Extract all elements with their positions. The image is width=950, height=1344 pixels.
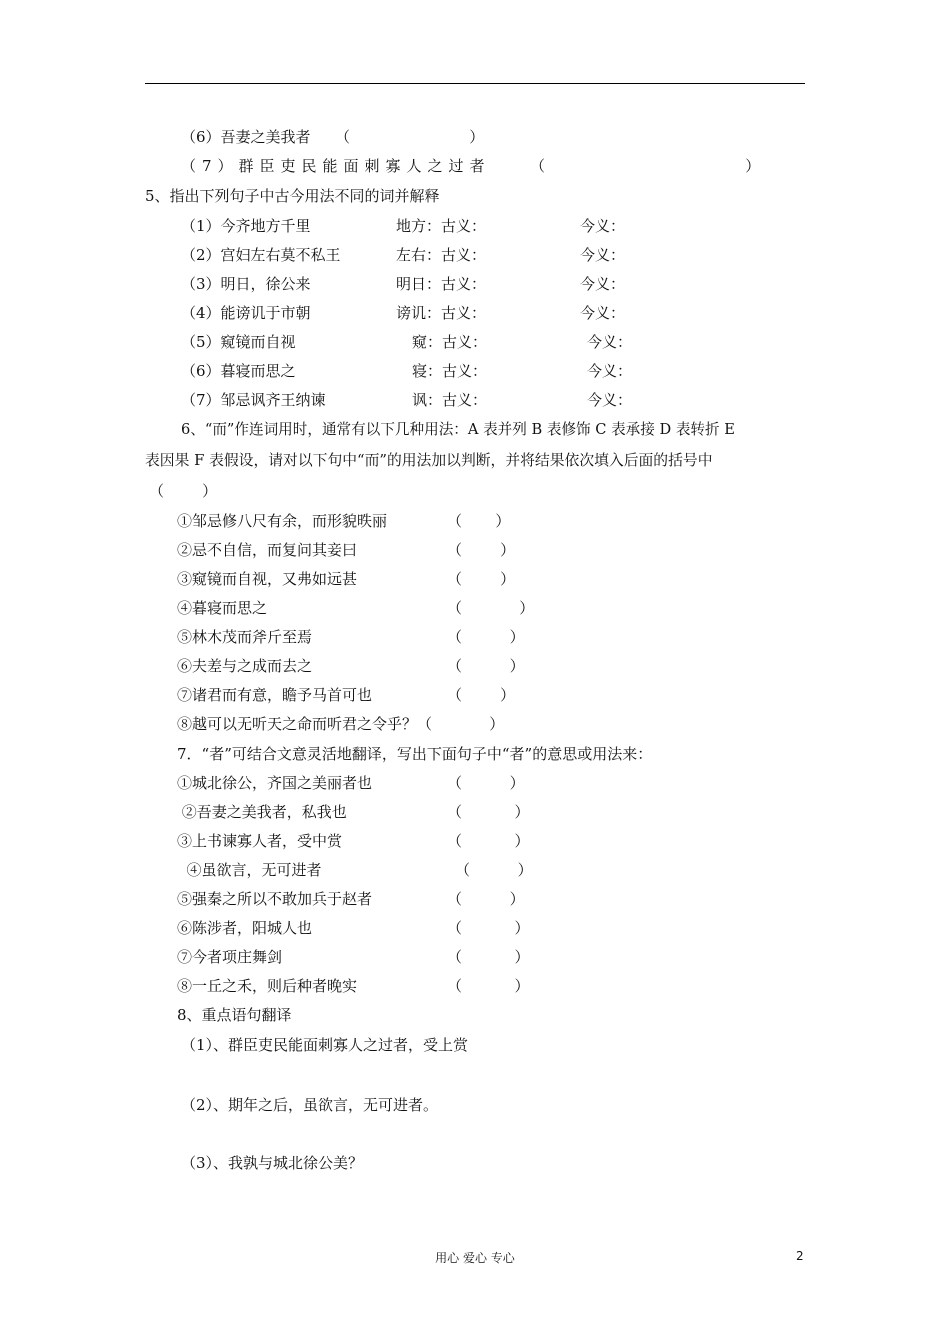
q7-item-3-paren: （ ） xyxy=(447,832,530,850)
footer-motto: 用心 爱心 专心 xyxy=(435,1251,515,1265)
q5-word-4: 谤讥：古义： xyxy=(396,304,487,322)
q6-item-4-paren: （ ） xyxy=(447,599,535,617)
q5-sentence-7: （7）邹忌讽齐王纳谏 xyxy=(181,391,326,409)
q7-item-1-paren: （ ） xyxy=(447,774,525,792)
q6-item-2-paren: （ ） xyxy=(447,541,516,559)
q6-item-7: ⑦诸君而有意，瞻予马首可也 xyxy=(177,686,373,704)
q5-word-6: 寝：古义： xyxy=(412,362,488,380)
q4-item-7: （7）群臣吏民能面刺寡人之过者 xyxy=(181,157,491,175)
q8-item-2: （2）、期年之后，虽欲言，无可进者。 xyxy=(181,1096,439,1114)
q4-item-7-paren: （ ） xyxy=(530,157,761,175)
q5-title: 5、指出下列句子中古今用法不同的词并解释 xyxy=(145,187,440,205)
q7-item-7-paren: （ ） xyxy=(447,948,530,966)
q6-item-3-paren: （ ） xyxy=(447,570,516,588)
q7-item-8-paren: （ ） xyxy=(447,977,530,995)
q5-sentence-2: （2）宫妇左右莫不私王 xyxy=(181,246,341,264)
q6-item-1: ①邹忌修八尺有余，而形貌昳丽 xyxy=(177,512,388,530)
header-rule xyxy=(145,83,805,84)
q8-item-1: （1）、群臣吏民能面刺寡人之过者，受上赏 xyxy=(181,1036,469,1054)
q7-item-6-paren: （ ） xyxy=(447,919,530,937)
q6-item-6-paren: （ ） xyxy=(447,657,525,675)
q7-item-2: ②吾妻之美我者，私我也 xyxy=(177,803,347,821)
q7-item-4-paren: （ ） xyxy=(455,861,533,879)
q6-line-1: 6、“而”作连词用时，通常有以下几种用法：A 表并列 B 表修饰 C 表承接 D 表转折 E xyxy=(181,421,735,438)
q7-item-6: ⑥陈涉者，阳城人也 xyxy=(177,919,313,937)
q5-word-7: 讽：古义： xyxy=(412,391,488,409)
q5-word-5: 窥：古义： xyxy=(412,333,488,351)
q7-title: 7．“者”可结合文意灵活地翻译，写出下面句子中“者”的意思或用法来： xyxy=(177,745,653,763)
q6-item-1-paren: （ ） xyxy=(447,512,511,530)
q5-word-3: 明日：古义： xyxy=(396,275,487,293)
q5-sentence-1: （1）今齐地方千里 xyxy=(181,217,311,235)
page-number: 2 xyxy=(796,1249,804,1263)
q7-item-8: ⑧一丘之禾，则后种者晚实 xyxy=(177,977,358,995)
q7-item-2-paren: （ ） xyxy=(447,803,530,821)
q8-title: 8、重点语句翻译 xyxy=(177,1006,292,1024)
q5-modern-6: 今义： xyxy=(587,362,633,380)
q7-item-5: ⑤强秦之所以不敢加兵于赵者 xyxy=(177,890,373,908)
q5-sentence-5: （5）窥镜而自视 xyxy=(181,333,296,351)
q6-item-5-paren: （ ） xyxy=(447,628,525,646)
q5-sentence-4: （4）能谤讥于市朝 xyxy=(181,304,311,322)
q5-modern-3: 今义： xyxy=(580,275,626,293)
q6-item-5: ⑤林木茂而斧斤至焉 xyxy=(177,628,313,646)
q7-item-5-paren: （ ） xyxy=(447,890,525,908)
q7-item-3: ③上书谏寡人者，受中赏 xyxy=(177,832,343,850)
q5-modern-2: 今义： xyxy=(580,246,626,264)
q5-sentence-6: （6）暮寝而思之 xyxy=(181,362,296,380)
q5-word-2: 左右：古义： xyxy=(396,246,487,264)
q6-item-2: ②忌不自信，而复问其妾曰 xyxy=(177,541,358,559)
q5-modern-4: 今义： xyxy=(580,304,626,322)
q5-sentence-3: （3）明日，徐公来 xyxy=(181,275,311,293)
q6-item-8: ⑧越可以无听天之命而听君之令乎？（ ） xyxy=(177,715,505,733)
q4-item-6: （6）吾妻之美我者 xyxy=(181,128,311,146)
q6-item-4: ④暮寝而思之 xyxy=(177,599,268,617)
q7-item-7: ⑦今者项庄舞剑 xyxy=(177,948,283,966)
q7-item-1: ①城北徐公，齐国之美丽者也 xyxy=(177,774,373,792)
q6-line-2: 表因果 F 表假设，请对以下句中“而”的用法加以判断，并将结果依次填入后面的括号中 xyxy=(145,452,713,469)
q6-item-7-paren: （ ） xyxy=(447,686,516,704)
q6-item-6: ⑥夫差与之成而去之 xyxy=(177,657,313,675)
q7-item-4: ④虽欲言，无可进者 xyxy=(177,861,322,879)
q8-item-3: （3）、我孰与城北徐公美？ xyxy=(181,1154,364,1172)
q4-item-6-paren: （ ） xyxy=(335,128,485,146)
q6-item-3: ③窥镜而自视，又弗如远甚 xyxy=(177,570,358,588)
q5-word-1: 地方：古义： xyxy=(396,217,487,235)
q5-modern-5: 今义： xyxy=(587,333,633,351)
q5-modern-1: 今义： xyxy=(580,217,626,235)
q6-line-3: （ ） xyxy=(149,482,218,500)
q5-modern-7: 今义： xyxy=(587,391,633,409)
